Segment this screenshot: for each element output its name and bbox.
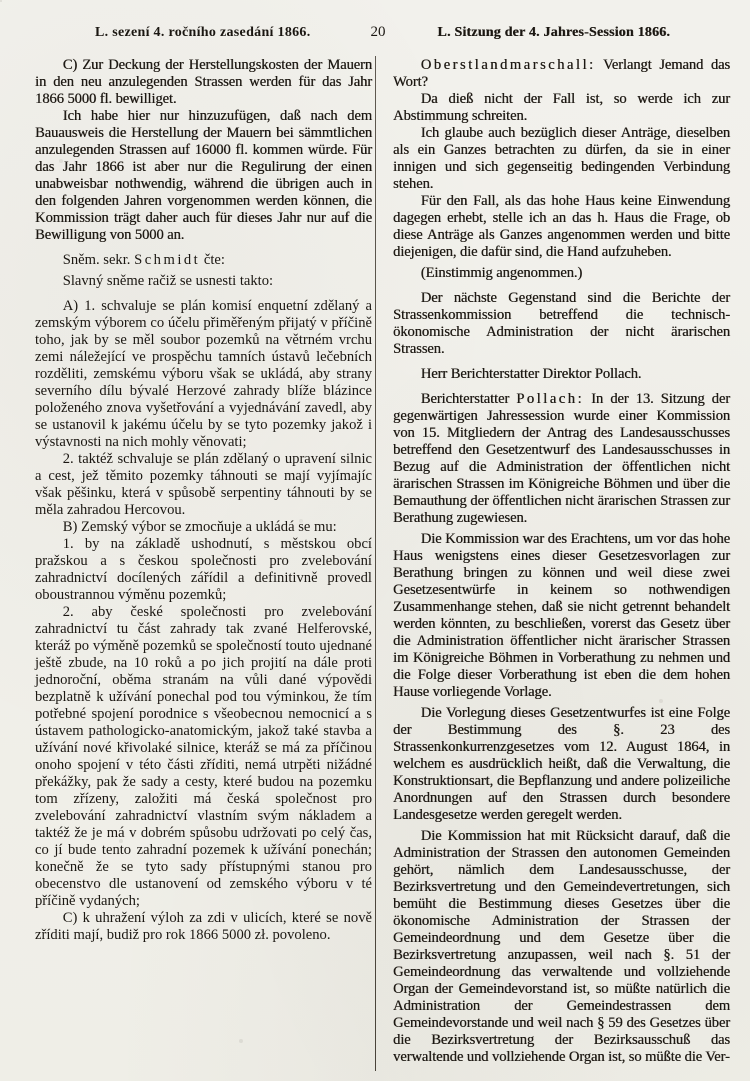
page-number: 20 xyxy=(370,24,386,40)
paragraph xyxy=(393,125,730,193)
paragraph xyxy=(393,705,730,824)
left-column xyxy=(35,57,372,1066)
paragraph-text: C) k uhražení výloh za zdi v ulicích, které se nově zříditi mají, budiž pro rok 1866 5000 zł. povoleno. xyxy=(35,910,372,943)
paragraph-text: Ich glaube auch bezüglich dieser Anträge, dieselben als ein Ganzes betrachten zu dürfen, da sie in einer innigen und sich gegenseitig bedingenden Verbindung stehen. xyxy=(393,125,730,192)
speaker-name: Pollach: xyxy=(516,391,585,407)
paragraph xyxy=(35,57,372,108)
paragraph xyxy=(35,536,372,604)
paragraph-text: Der nächste Gegenstand sind die Berichte der Strassenkommission betreffend die technisch-ökonomische Administration der nicht ärarischen Strassen. xyxy=(393,290,730,357)
paragraph-text: In der 13. Sitzung der gegenwärtigen Jahressession wurde einer Kommission von 15. Mitgliedern der Antrag des Landesausschusses betreffend den Gesetzentwurf des Landesausschusses in Bezug auf die Administration der öffentlichen nicht ärarischen Strassen im Königreiche Böhmen und über die Bemauthung der öffentlichen nicht ärarischen Strassen zur Berathung zugewiesen. xyxy=(393,391,730,526)
speaker-name: Schmidt xyxy=(134,252,201,268)
paragraph xyxy=(393,828,730,1066)
paragraph-text: Berichterstatter xyxy=(420,391,517,407)
paragraph xyxy=(35,604,372,910)
paragraph xyxy=(35,252,372,269)
paragraph xyxy=(393,366,730,383)
paragraph-text: 2. aby české společnosti pro zvelebování zahradnictví tu část zahrady tak zvané Helferovské, kteráž po výměně pozemků se společností touto ujednané ještě zbude, na 10 roků a po jich projití na dále proti jednoroční, oběma stranám na vůli dané výpovědi bezplatně k užívání ponechal pod tou výminkou, že tím potřebné spojení porodnice s všeobecnou nemocnicí a s ústavem pathologicko-anatomickým, jakož také stavba a užívání nové křivolaké silnice, kteráž se má za příčinou onoho spojení v této části zříditi, nemá utrpěti nižádné překážky, pak že sady a cesty, které budou na pozemku tom zřízeny, založiti má česká společnost pro zvelebování zahradnictví vlastním svým nákladem a taktéž že je má v dobrém spůsobu udržovati po celý čas, co jí bude tento zahradní pozemek k užívání ponechán; konečně že se tyto sady přístupnými stanou pro obecenstvo dle ustanovení od zemského výboru v té příčině vydaných; xyxy=(35,604,372,909)
paragraph-text: (Einstimmig angenommen.) xyxy=(420,265,583,281)
paragraph xyxy=(393,265,730,282)
header-title-german: L. Sitzung der 4. Jahres-Session 1866. xyxy=(437,25,671,40)
paragraph-text: Slavný sněme račiž se usnesti takto: xyxy=(62,273,274,289)
paragraph-text: Sněm. sekr. xyxy=(62,252,135,268)
paragraph-text: Die Kommission hat mit Rücksicht darauf, daß die Administration der Strassen den autonomen Gemeinden gehört, nämlich dem Landesausschusse, der Bezirksvertretung und den Gemeindevertretungen, sich bemüht die Bestimmung dieses Gesetzes über die ökonomische Administration der Strassen der Gemeindeordnung und dem Gesetze über die Bezirksvertretung anzupassen, weil nach §. 51 der Gemeindeordnung das verwaltende und vollziehende Organ der Gemeindevorstand ist, so müßte natürlich die Administration der Gemeindestrassen dem Gemeindevorstande und weil nach § 59 des Gesetzes über die Bezirksvertretung der Bezirksausschuß das verwaltende und vollziehende Organ ist, so müßte die Ver- xyxy=(393,828,730,1065)
scan-noise xyxy=(0,0,2,2)
paragraph-text: Die Vorlegung dieses Gesetzentwurfes ist eine Folge der Bestimmung des §. 23 des Strassenkonkurrenzgesetzes vom 12. August 1864, in welchem es ausdrücklich heißt, daß die Verwaltung, die Konstruktionsart, die Bepflanzung und andere polizeiliche Anordnungen auf den Strassen durch besondere Landesgesetze werden geregelt werden. xyxy=(393,705,730,823)
page-header xyxy=(35,24,722,41)
paragraph xyxy=(393,290,730,358)
paragraph-text: čte: xyxy=(200,252,225,268)
paragraph xyxy=(35,108,372,244)
paragraph-text: 1. by na základě ushodnutí, s městskou obcí pražskou a s českou společnosti pro zvelebování zahradnictví docílených zářídil a definitivně provedl oboustrannou výměnu pozemků; xyxy=(35,536,372,603)
paragraph-text: Ich habe hier nur hinzuzufügen, daß nach dem Bauausweis die Herstellung der Mauern bei sämmtlichen anzulegenden Strassen auf 16000 fl. kommen würde. Für das Jahr 1866 ist aber nur die Regulirung der einen unabweisbar nothwendig, während die übrigen auch in den folgenden Jahren vorgenommen werden können, die Kommission trägt daher auch für dieses Jahr nur auf die Bewilligung von 5000 an. xyxy=(35,108,372,243)
paragraph-text: Herr Berichterstatter Direktor Pollach. xyxy=(420,366,642,382)
paragraph-text: C) Zur Deckung der Herstellungskosten der Mauern in den neu anzulegenden Strassen werden für das Jahr 1866 5000 fl. bewilliget. xyxy=(35,57,372,107)
paragraph-text: Verlangt Jemand das Wort? xyxy=(393,57,730,90)
paragraph-text: Für den Fall, als das hohe Haus keine Einwendung dagegen erhebt, stelle ich an das h. Haus die Frage, ob diese Anträge als Ganzes angenommen werden und bitte diejenigen, die dafür sind, die Hand aufzuheben. xyxy=(393,193,730,260)
paragraph-text: Die Kommission war des Erachtens, um vor das hohe Haus wenigstens eines dieser Gesetzesvorlagen zur Berathung bringen zu können und weil diese zwei Gesetzesentwürfe in keinem so nothwendigen Zusammenhange stehen, daß sie nicht getrennt behandelt werden könnten, zu beschließen, vorerst das Gesetz über die Administration öffentlicher nicht ärarischer Strassen im Königreiche Böhmen in Vorberathung zu nehmen und die Folge dieser Vorberathung ist eben die dem hohen Hause vorliegende Vorlage. xyxy=(393,531,730,700)
paragraph xyxy=(35,273,372,290)
paragraph xyxy=(35,910,372,944)
paragraph xyxy=(393,193,730,261)
header-title-czech: L. sezení 4. ročního zasedání 1866. xyxy=(94,25,311,40)
paragraph xyxy=(393,531,730,701)
right-column xyxy=(393,57,730,1066)
speaker-name: Oberstlandmarschall: xyxy=(420,57,596,73)
paragraph xyxy=(393,57,730,91)
paragraph xyxy=(35,519,372,536)
paragraph xyxy=(393,91,730,125)
paragraph xyxy=(35,451,372,519)
paragraph-text: Da dieß nicht der Fall ist, so werde ich zur Abstimmung schreiten. xyxy=(393,91,730,124)
paragraph-text: A) 1. schvaluje se plán komisí enquetní zdělaný a zemským výborem co účelu přiměřeným přijatý v příčině toho, jak by se měl soubor pozemků na větrném vrchu zemi náležející ve prospěchu tamních ústavů lečebních rozděliti, zemskému výboru však se ukládá, aby strany severního dílu bývalé Herzové zahrady blíže blázince položeného znova vyšetřování a vyjednávání zavedl, aby se ustanovil k jakému účelu by se tyto pozemky jakož i výstavnosti na nich mohly věnovati; xyxy=(35,298,372,450)
text-columns xyxy=(35,57,730,1066)
paragraph-text: B) Zemský výbor se zmocňuje a ukládá se mu: xyxy=(62,519,337,535)
paragraph xyxy=(35,298,372,451)
paragraph-text: 2. taktéž schvaluje se plán zdělaný o upravení silnic a cest, jež těmito pozemky táhnouti se mají vyjímajíc však pěšinku, která v spůsobě serpentiny táhnouti by se měla zahradou Hercovou. xyxy=(35,451,372,518)
paragraph xyxy=(393,391,730,527)
